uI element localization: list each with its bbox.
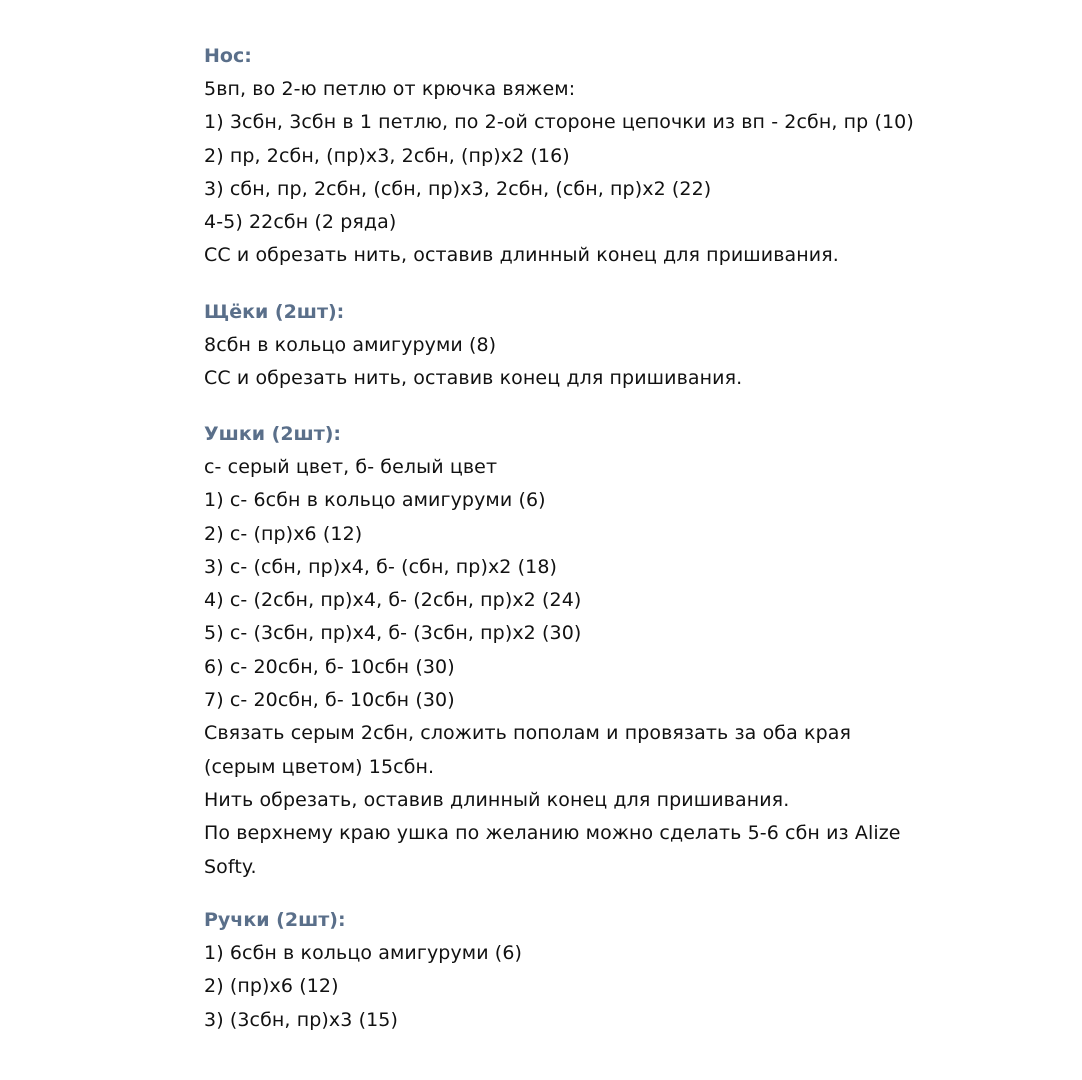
nose-line: 5вп, во 2-ю петлю от крючка вяжем: <box>204 78 576 100</box>
ears-line: 3) с- (сбн, пр)х4, б- (сбн, пр)х2 (18) <box>204 555 558 578</box>
section-title-cheeks: Щёки (2шт): <box>204 301 345 323</box>
cheeks-line: СС и обрезать нить, оставив конец для пришивания. <box>204 367 743 390</box>
section-nose <box>204 40 914 273</box>
arms-line: 3) (3сбн, пр)х3 (15) <box>204 1008 398 1031</box>
section-arms <box>204 904 522 1037</box>
nose-line: 2) пр, 2сбн, (пр)х3, 2сбн, (пр)х2 (16) <box>204 144 570 167</box>
section-title-arms: Ручки (2шт): <box>204 909 346 931</box>
ears-line: Нить обрезать, оставив длинный конец для пришивания. <box>204 788 790 811</box>
section-cheeks <box>204 296 742 396</box>
nose-line: 4-5) 22сбн (2 ряда) <box>204 211 397 234</box>
arms-line: 2) (пр)х6 (12) <box>204 975 339 998</box>
ears-line: 1) с- 6сбн в кольцо амигуруми (6) <box>204 489 546 512</box>
arms-line: 1) 6сбн в кольцо амигуруми (6) <box>204 942 523 964</box>
nose-line: 3) сбн, пр, 2сбн, (сбн, пр)х3, 2сбн, (сбн, пр)х2 (22) <box>204 177 712 200</box>
ears-line: 2) с- (пр)х6 (12) <box>204 522 363 545</box>
nose-line: СС и обрезать нить, оставив длинный конец для пришивания. <box>204 244 839 267</box>
cheeks-line: 8сбн в кольцо амигуруми (8) <box>204 334 497 356</box>
nose-line: 1) 3сбн, 3сбн в 1 петлю, по 2-ой стороне цепочки из вп - 2сбн, пр (10) <box>204 111 914 134</box>
ears-line: 7) с- 20сбн, б- 10сбн (30) <box>204 689 455 712</box>
section-title-nose: Нос: <box>204 45 252 67</box>
ears-line: Связать серым 2сбн, сложить пополам и провязать за оба края <box>204 722 852 745</box>
ears-line: с- серый цвет, б- белый цвет <box>204 456 498 478</box>
ears-line: По верхнему краю ушка по желанию можно сделать 5-6 сбн из Alize <box>204 822 901 845</box>
ears-line: 4) с- (2сбн, пр)х4, б- (2сбн, пр)х2 (24) <box>204 589 582 612</box>
section-ears <box>204 418 901 884</box>
ears-line: 6) с- 20сбн, б- 10сбн (30) <box>204 655 455 678</box>
ears-line: 5) с- (3сбн, пр)х4, б- (3сбн, пр)х2 (30) <box>204 622 582 645</box>
ears-line: (серым цветом) 15сбн. <box>204 755 435 778</box>
section-title-ears: Ушки (2шт): <box>204 423 342 445</box>
ears-line: Softy. <box>204 855 257 878</box>
